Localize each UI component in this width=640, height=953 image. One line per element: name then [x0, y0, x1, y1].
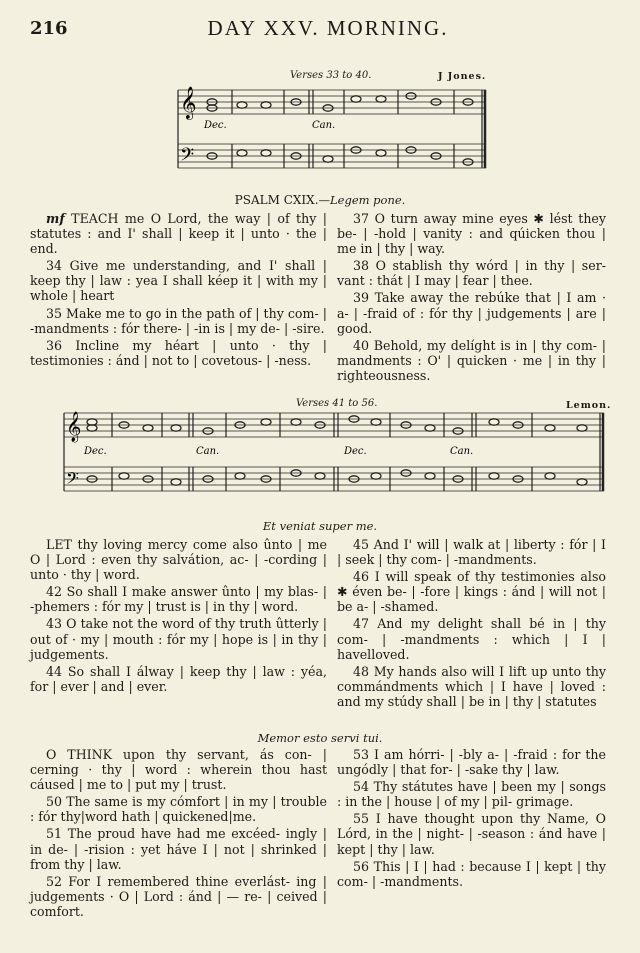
- verse-37: 37 O turn away mine eyes ✱ lést they be- | -hold | vanity : and qúicken thou | me in | thy | way.: [337, 211, 606, 257]
- chant1-dec-label: Dec.: [204, 120, 227, 131]
- section2-right-column: [337, 537, 606, 711]
- verse-55: 55 I have thought upon thy Name, O Lórd, in the | night- | -season : ánd have | kept | thy | law.: [337, 811, 606, 857]
- chant1-composer: J Jones.: [438, 71, 487, 82]
- verse-42: 42 So shall I make answer ûnto | my blas- | -phemers : fór my | trust is | in thy | word.: [30, 584, 327, 615]
- section3-heading: Memor esto servi tui.: [257, 731, 383, 745]
- verse-40: 40 Behold, my delíght is in | thy com- | mandments : O' | quicken · me | in thy | righteousness.: [337, 337, 606, 383]
- section2-heading: Et veniat super me.: [262, 519, 378, 533]
- verse-35: 35 Make me to go in the path of | thy com- | -mandments : fór there- | -in is | my de- | -sire.: [30, 305, 327, 336]
- verse-45: 45 And I' will | walk at | liberty : fór | I | seek | thy com- | -mandments.: [337, 537, 606, 568]
- section1-left-column: [30, 211, 327, 370]
- svg-text:𝄢: 𝄢: [66, 468, 79, 492]
- svg-text:𝄞: 𝄞: [66, 412, 82, 442]
- verse-46: 46 I will speak of thy testimonies also ✱ éven be- | -fore | kings : ánd | will not | be a- | -shamed.: [337, 569, 606, 615]
- chant-score-2: [62, 397, 612, 503]
- svg-text:𝄞: 𝄞: [180, 86, 197, 119]
- verse-44: 44 So shall I álway | keep thy | law : yéa, for | ever | and | ever.: [30, 663, 327, 694]
- verse-36: 36 Incline my héart | unto · thy | testimonies : ánd | not to | covetous- | -ness.: [30, 337, 327, 368]
- verse-52: 52 For I remembered thine everlást- ing | judgements · O | Lord : ánd | — re- | ceived | comfort.: [30, 873, 327, 919]
- psalm-heading: [0, 193, 640, 207]
- chant2-composer: Lemon.: [566, 400, 612, 411]
- chant-score-1: [176, 68, 491, 188]
- svg-text:𝄢: 𝄢: [180, 145, 195, 170]
- chant2-dec-label-1: Dec.: [84, 446, 107, 457]
- chant2-can-label-1: Can.: [196, 446, 220, 457]
- psalm-number: PSALM CXIX.: [234, 193, 319, 207]
- page-title: DAY XXV. MORNING.: [207, 16, 449, 40]
- chant1-verses-label: Verses 33 to 40.: [290, 70, 372, 81]
- section3-left-column: [30, 747, 327, 921]
- verse-53: 53 I am hórri- | -bly a- | -fraid : for the ungódly | that for- | -sake thy | law.: [337, 747, 606, 778]
- chant1-staves: [176, 68, 491, 188]
- verse-48: 48 My hands also will I lift up unto thy commándments which | I have | loved : and my stúdy shall | be in | thy | statutes: [337, 663, 606, 709]
- verse-38: 38 O stablish thy wórd | in thy | ser- vant : thát | I may | fear | thee.: [337, 258, 606, 289]
- verse-56: 56 This | I | had : because I | kept | thy com- | -mandments.: [337, 858, 606, 889]
- verse-41: LET thy loving mercy come also ûnto | me O | Lord : even thy salvátion, ac- | -cording | unto · thy | word.: [30, 537, 327, 583]
- chant1-can-label: Can.: [312, 120, 336, 131]
- verse-51: 51 The proud have had me excéed- ingly | in de- | -rision : yet háve I | not | shrinked | from thy | law.: [30, 826, 327, 872]
- verse-47: 47 And my delight shall bé in | thy com- | -mandments : which | I | havelloved.: [337, 616, 606, 662]
- chant2-can-label-2: Can.: [450, 446, 474, 457]
- section2-left-column: [30, 537, 327, 696]
- section3-right-column: [337, 747, 606, 891]
- chant2-staves: [62, 397, 608, 503]
- verse-49: O THINK upon thy servant, ás con- | cerning · thy | word : wherein thou hast cáused | me to | put my | trust.: [30, 747, 327, 793]
- page-number: 216: [30, 18, 68, 39]
- verse-34: 34 Give me understanding, and I' shall | keep thy | law : yea I shall kéep it | with my | whole | heart: [30, 258, 327, 304]
- chant2-verses-label: Verses 41 to 56.: [296, 398, 378, 409]
- psalm-latin-title: —Legem pone.: [318, 193, 406, 207]
- verse-50: 50 The same is my cómfort | in my | trouble : fór thy|word hath | quickened|me.: [30, 794, 327, 825]
- page-header: [30, 14, 626, 44]
- chant2-dec-label-2: Dec.: [344, 446, 367, 457]
- verse-43: 43 O take not the word of thy truth ûtterly | out of · my | mouth : fór my | hope is | in thy | judgements.: [30, 616, 327, 662]
- verse-33: mf TEACH me O Lord, the way | of thy | statutes : and I' shall | keep it | unto · the | end.: [30, 211, 327, 257]
- section1-right-column: [337, 211, 606, 385]
- verse-54: 54 Thy státutes have | been my | songs : in the | house | of my | pil- grimage.: [337, 779, 606, 810]
- verse-39: 39 Take away the rebúke that | I am · a- | -fraid of : fór thy | judgements | are | good.: [337, 290, 606, 336]
- dynamic-mark: mf: [46, 211, 65, 226]
